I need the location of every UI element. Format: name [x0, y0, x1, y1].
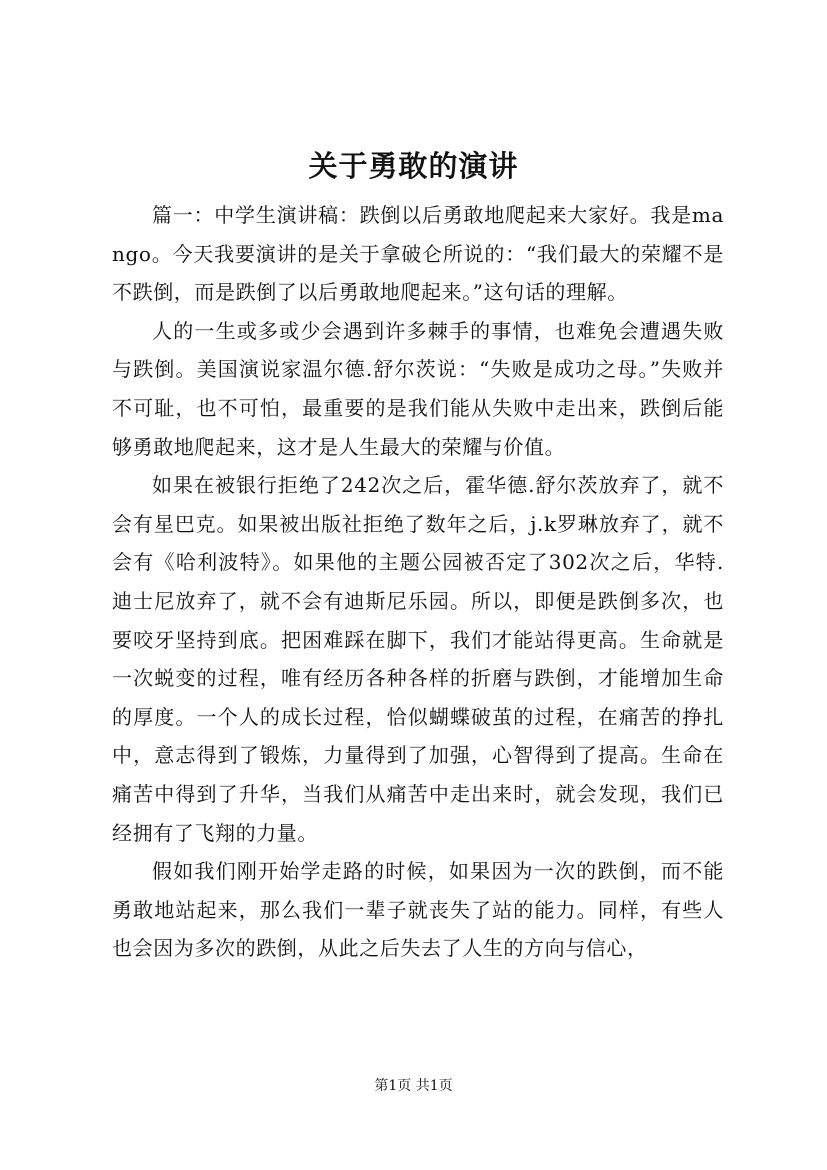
document-body — [112, 196, 724, 968]
paragraph-3: 如果在被银行拒绝了242次之后，霍华德.舒尔茨放弃了，就不会有星巴克。如果被出版社拒绝了数年之后，j.k罗琳放弃了，就不会有《哈利波特》。如果他的主题公园被否定了302次之后，华特.迪士尼放弃了，就不会有迪斯尼乐园。所以，即便是跌倒多次，也要咬牙坚持到底。把困难踩在脚下，我们才能站得更高。生命就是一次蜕变的过程，唯有经历各种各样的折磨与跌倒，才能增加生命的厚度。一个人的成长过程，恰似蝴蝶破茧的过程，在痛苦的挣扎中，意志得到了锻炼，力量得到了加强，心智得到了提高。生命在痛苦中得到了升华，当我们从痛苦中走出来时，就会发现，我们已经拥有了飞翔的力量。 — [112, 473, 724, 845]
paragraph-4: 假如我们刚开始学走路的时候，如果因为一次的跌倒，而不能勇敢地站起来，那么我们一辈子就丧失了站的能力。同样，有些人也会因为多次的跌倒，从此之后失去了人生的方向与信心， — [112, 859, 724, 961]
paragraph-2: 人的一生或多或少会遇到许多棘手的事情，也难免会遭遇失败与跌倒。美国演说家温尔德.舒尔茨说：“失败是成功之母。”失败并不可耻，也不可怕，最重要的是我们能从失败中走出来，跌倒后能够勇敢地爬起来，这才是人生最大的荣耀与价值。 — [112, 318, 724, 459]
page-footer: 第1页 共1页 — [374, 1078, 453, 1094]
document-title: 关于勇敢的演讲 — [308, 149, 519, 183]
paragraph-1: 篇一：中学生演讲稿：跌倒以后勇敢地爬起来大家好。我是mango。今天我要演讲的是关于拿破仑所说的：“我们最大的荣耀不是不跌倒，而是跌倒了以后勇敢地爬起来。”这句话的理解。 — [112, 203, 724, 305]
